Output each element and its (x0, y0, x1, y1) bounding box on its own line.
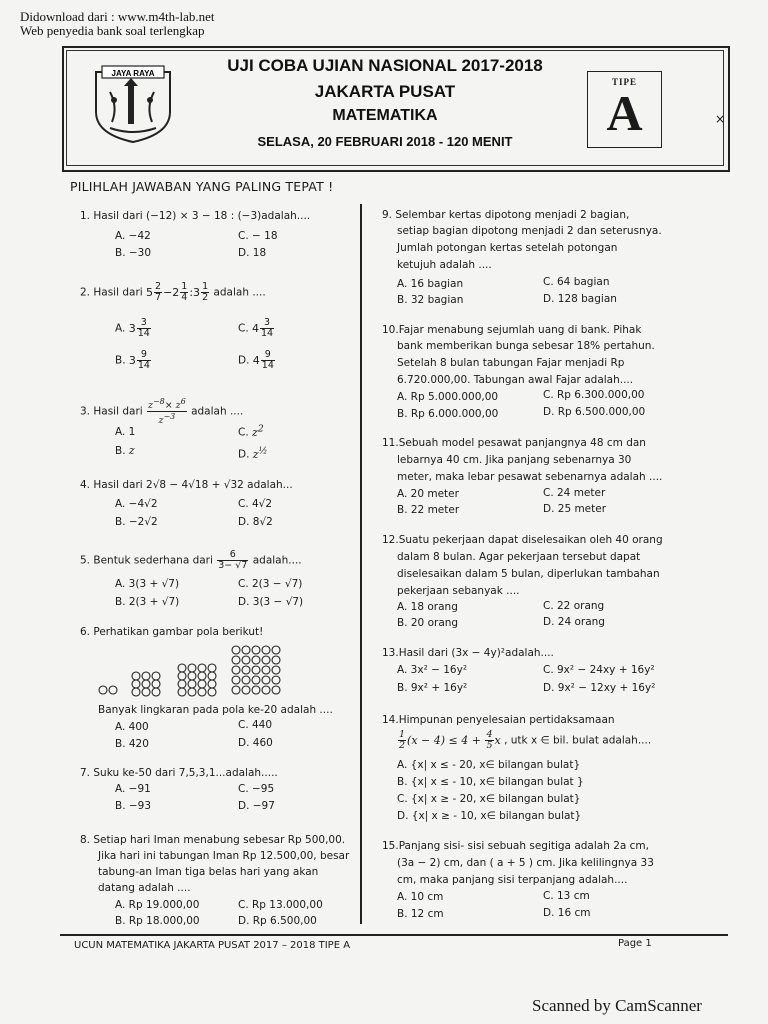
q12-line-2: dalam 8 bulan. Agar pekerjaan tersebut dapat (397, 551, 641, 563)
q2-expression: 5 $\frac{2}{7}$ −2 $\frac{1}{4}$ :3 $\frac{1}{2}$ (146, 281, 209, 303)
q7-option-b: B. −93 (115, 800, 152, 812)
q11-option-b: B. 22 meter (397, 504, 460, 516)
q3-option-d: D. $z^{\frac{1}{2}}$ (238, 445, 268, 461)
q6-number: 6. (80, 626, 91, 638)
q14-option-d: D. {x| x ≥ - 10, x∈ bilangan bulat} (397, 810, 582, 822)
tipe-box (587, 71, 662, 148)
q13-option-b: B. 9x² + 16y² (397, 682, 468, 694)
q10-option-c: C. Rp 6.300.000,00 (543, 389, 645, 401)
q3-expression: $\frac{z^{-8}\times z^6}{z^{-3}}$ (148, 397, 186, 427)
page-number: Page 1 (618, 938, 652, 949)
q7-option-a: A. −91 (115, 783, 151, 795)
q8-line-2: Jika hari ini tabungan Iman Rp 12.500,00, besar (98, 850, 350, 862)
q5-suffix: adalah.... (252, 554, 302, 567)
q10-line-3: Setelah 8 bulan tabungan Fajar menjadi Rp (397, 357, 625, 369)
question-8 (80, 832, 345, 848)
q6-option-a: A. 400 (115, 721, 149, 733)
question-11: 11.Sebuah model pesawat panjangnya 48 cm dan (382, 437, 646, 449)
q5-number: 5. (80, 554, 91, 567)
q12-option-d: D. 24 orang (543, 616, 605, 628)
q1-text: Hasil dari (−12) × 3 − 18 : (−3)adalah.... (93, 210, 311, 222)
question-12: 12.Suatu pekerjaan dapat diselesaikan oleh 40 orang (382, 534, 663, 546)
question-15: 15.Panjang sisi- sisi sebuah segitiga adalah 2a cm, (382, 840, 650, 852)
question-13: 13.Hasil dari (3x − 4y)²adalah.... (382, 647, 554, 659)
exam-title: UJI COBA UJIAN NASIONAL 2017-2018 (227, 56, 543, 75)
q9-option-b: B. 32 bagian (397, 294, 464, 306)
q11-option-d: D. 25 meter (543, 503, 607, 515)
footer-rule (60, 934, 728, 936)
q1-option-c: C. − 18 (238, 230, 278, 242)
q3-option-a: A. 1 (115, 426, 136, 438)
q6-option-d: D. 460 (238, 737, 273, 749)
question-5 (80, 550, 302, 571)
q12-line-4: pekerjaan sebanyak .... (397, 585, 520, 597)
q2-suffix: adalah .... (213, 286, 266, 299)
q7-option-c: C. −95 (238, 783, 275, 795)
q3-option-c: C. $z^2$ (238, 423, 264, 439)
question-3 (80, 397, 243, 426)
q14-line-2: $\frac{1}{2}$ (x − 4) ≤ 4 + $\frac{4}{5}$ x , utk x ∈ bil. bulat adalah.... (399, 729, 652, 751)
q9-option-a: A. 16 bagian (397, 278, 464, 290)
q5-option-c: C. 2(3 − √7) (238, 578, 303, 590)
q5-option-a: A. 3(3 + √7) (115, 578, 180, 590)
q7-number: 7. (80, 767, 91, 779)
q2-option-d: D. 4 $\frac{9}{14}$ (238, 349, 274, 371)
q6-option-b: B. 420 (115, 738, 149, 750)
q4-option-d: D. 8√2 (238, 516, 273, 528)
q13-option-c: C. 9x² − 24xy + 16y² (543, 664, 655, 676)
q3-suffix: adalah .... (191, 405, 244, 418)
q8-line-4: datang adalah .... (98, 882, 191, 894)
q12-option-c: C. 22 orang (543, 600, 605, 612)
q1-number: 1. (80, 210, 91, 222)
q5-option-d: D. 3(3 − √7) (238, 596, 304, 608)
q9-number: 9. (382, 209, 393, 221)
q1-option-a: A. −42 (115, 230, 151, 242)
q2-number: 2. (80, 286, 91, 299)
exam-region: JAKARTA PUSAT (314, 82, 456, 101)
question-6 (80, 624, 263, 640)
q8-option-c: C. Rp 13.000,00 (238, 899, 323, 911)
q4-text: Hasil dari 2√8 − 4√18 + √32 adalah... (93, 479, 293, 491)
q9-line-4: ketujuh adalah .... (397, 259, 492, 271)
q3-prefix: Hasil dari (93, 405, 143, 418)
q14-inequality: $\frac{1}{2}$ (x − 4) ≤ 4 + $\frac{4}{5}$ x (399, 729, 501, 751)
circle-pattern-figure (98, 644, 298, 700)
q10-option-b: B. Rp 6.000.000,00 (397, 408, 499, 420)
scanner-watermark: Scanned by CamScanner (532, 996, 702, 1015)
q6-question-text: Banyak lingkaran pada pola ke-20 adalah .... (98, 704, 333, 716)
q9-option-d: D. 128 bagian (543, 293, 617, 305)
q3-option-b: B. z (115, 444, 135, 457)
q8-option-a: A. Rp 19.000,00 (115, 899, 200, 911)
q12-option-b: B. 20 orang (397, 617, 459, 629)
q3-number: 3. (80, 405, 91, 418)
q15-line-3: cm, maka panjang sisi terpanjang adalah.... (397, 874, 628, 886)
q14-option-a: A. {x| x ≤ - 20, x∈ bilangan bulat} (397, 759, 581, 771)
exam-date: SELASA, 20 FEBRUARI 2018 - 120 MENIT (257, 134, 513, 149)
q2-prefix: Hasil dari (93, 286, 143, 299)
q4-option-b: B. −2√2 (115, 516, 158, 528)
question-1 (80, 208, 310, 224)
q11-line-2: lebarnya 40 cm. Jika panjang sebenarnya 30 (397, 454, 632, 466)
q15-option-a: A. 10 cm (397, 891, 444, 903)
q2-option-b: B. 3 $\frac{9}{14}$ (115, 349, 150, 371)
q15-option-c: C. 13 cm (543, 890, 590, 902)
exam-subject: MATEMATIKA (332, 107, 438, 124)
q1-option-b: B. −30 (115, 247, 152, 259)
source-line-1: Didownload dari : www.m4th-lab.net (20, 9, 215, 24)
q14-option-c: C. {x| x ≥ - 20, x∈ bilangan bulat} (397, 793, 581, 805)
q10-option-a: A. Rp 5.000.000,00 (397, 391, 499, 403)
q4-option-a: A. −4√2 (115, 498, 158, 510)
q13-option-a: A. 3x² − 16y² (397, 664, 468, 676)
q14-option-b: B. {x| x ≤ - 10, x∈ bilangan bulat } (397, 776, 584, 788)
q10-option-d: D. Rp 6.500.000,00 (543, 406, 646, 418)
jaya-raya-logo (90, 62, 176, 144)
q2-option-c: C. 4 $\frac{3}{14}$ (238, 317, 274, 339)
q8-option-d: D. Rp 6.500,00 (238, 915, 317, 927)
q9-line-1: Selembar kertas dipotong menjadi 2 bagian, (395, 209, 630, 221)
q6-text: Perhatikan gambar pola berikut! (93, 626, 264, 638)
question-2 (80, 282, 266, 303)
q10-line-4: 6.720.000,00. Tabungan awal Fajar adalah.... (397, 374, 634, 386)
q15-option-d: D. 16 cm (543, 907, 591, 919)
footer-title: UCUN MATEMATIKA JAKARTA PUSAT 2017 – 2018 TIPE A (74, 940, 351, 951)
instruction: PILIHLAH JAWABAN YANG PALING TEPAT ! (70, 179, 334, 194)
q5-option-b: B. 2(3 + √7) (115, 596, 180, 608)
q2-option-a: A. 3 $\frac{3}{14}$ (115, 317, 150, 339)
q9-option-c: C. 64 bagian (543, 276, 610, 288)
question-14: 14.Himpunan penyelesaian pertidaksamaan (382, 714, 615, 726)
q15-line-2: (3a − 2) cm, dan ( a + 5 ) cm. Jika kelilingnya 33 (397, 857, 654, 869)
column-divider (360, 204, 362, 924)
q4-number: 4. (80, 479, 91, 491)
q12-option-a: A. 18 orang (397, 601, 458, 613)
q11-option-c: C. 24 meter (543, 487, 606, 499)
q5-prefix: Bentuk sederhana dari (93, 554, 213, 567)
logo-text: JAYA RAYA (111, 69, 155, 78)
q6-option-c: C. 440 (238, 719, 273, 731)
source-note (20, 10, 214, 38)
q8-line-1: Setiap hari Iman menabung sebesar Rp 500,00. (93, 834, 346, 846)
q7-option-d: D. −97 (238, 800, 275, 812)
q5-expression: $\frac{6}{3- √7}$ (218, 549, 248, 571)
q10-line-2: bank memberikan bunga sebesar 18% pertahun. (397, 340, 655, 352)
question-9 (382, 207, 629, 223)
question-4 (80, 477, 293, 493)
q8-number: 8. (80, 834, 91, 846)
source-line-2: Web penyedia bank soal terlengkap (20, 23, 205, 38)
question-10: 10.Fajar menabung sejumlah uang di bank. Pihak (382, 324, 642, 336)
tipe-label: TIPE (611, 77, 637, 87)
q12-line-3: diselesaikan dalam 5 bulan, diperlukan tambahan (397, 568, 660, 580)
q8-line-3: tabung-an Iman tiga belas hari yang akan (98, 866, 319, 878)
q11-option-a: A. 20 meter (397, 488, 459, 500)
q7-text: Suku ke-50 dari 7,5,3,1...adalah..... (93, 767, 278, 779)
q8-option-b: B. Rp 18.000,00 (115, 915, 200, 927)
q15-option-b: B. 12 cm (397, 908, 444, 920)
q11-line-3: meter, maka lebar pesawat sebenarnya adalah .... (397, 471, 663, 483)
q1-option-d: D. 18 (238, 247, 267, 259)
scan-mark: × (715, 112, 726, 126)
question-7 (80, 765, 278, 781)
q9-line-2: setiap bagian dipotong menjadi 2 dan seterusnya. (397, 225, 662, 237)
q9-line-3: Jumlah potongan kertas setelah potongan (397, 242, 618, 254)
tipe-letter: A (606, 85, 643, 141)
q13-option-d: D. 9x² − 12xy + 16y² (543, 682, 656, 694)
q4-option-c: C. 4√2 (238, 498, 273, 510)
